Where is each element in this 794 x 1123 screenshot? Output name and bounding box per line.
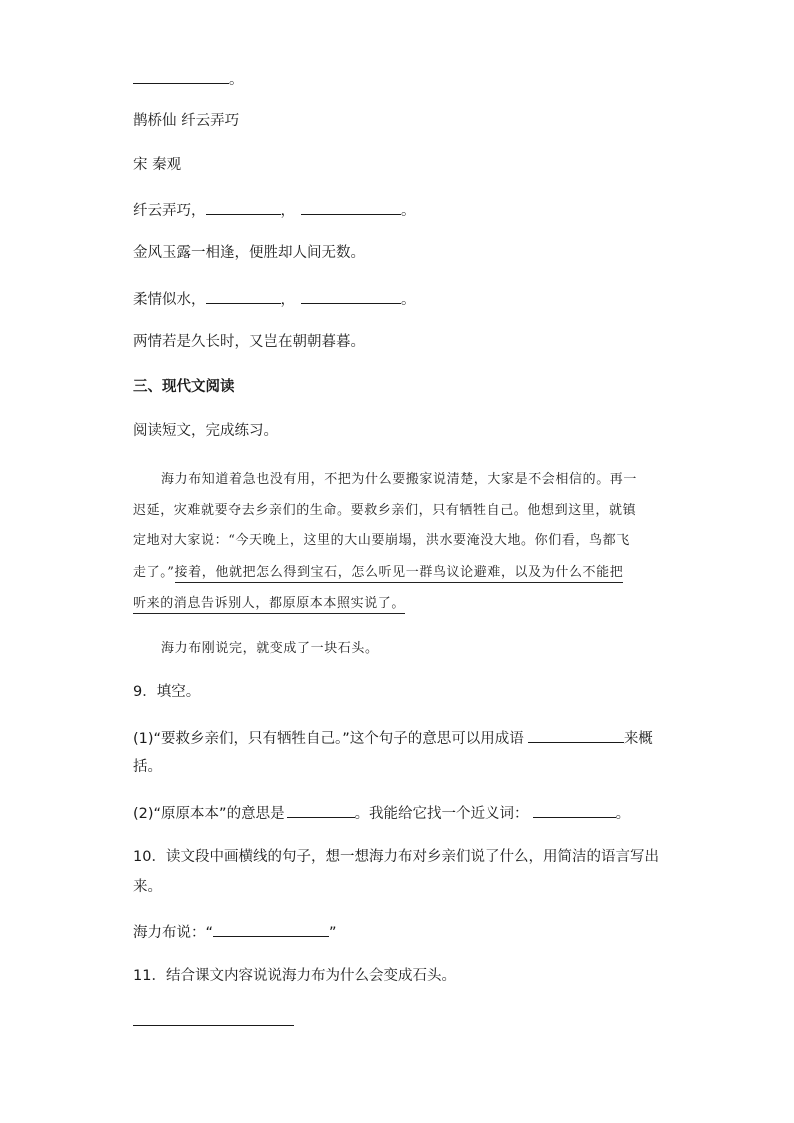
passage-line (133, 592, 405, 611)
underlined-sentence: 接着，他就把怎么得到宝石，怎么听见一群鸟议论避难，以及为什么不能把 (175, 565, 624, 583)
question-9-1-cont: 括。 (133, 759, 162, 775)
question-9: 9．填空。 (133, 684, 201, 700)
poem-blank-2[interactable] (301, 199, 401, 215)
previous-answer-line: 。 (133, 68, 244, 90)
question-10-cont: 来。 (133, 879, 162, 895)
passage-line: 迟延，灾难就要夺去乡亲们的生命。要救乡亲们，只有牺牲自己。他想到这里，就镇 (133, 503, 637, 518)
question-10: 10．读文段中画横线的句子，想一想海力布对乡亲们说了什么，用简洁的语言写出 (133, 849, 659, 865)
q11-answer-line[interactable] (133, 1025, 294, 1026)
poem-author: 宋 秦观 (133, 157, 182, 173)
passage-line: 海力布刚说完，就变成了一块石头。 (161, 641, 379, 656)
idiom-blank[interactable] (528, 727, 624, 743)
poem-line-1: 纤云弄巧， ， 。 (133, 199, 416, 221)
passage-line: 走了。”接着，他就把怎么得到宝石，怎么听见一群鸟议论避难，以及为什么不能把 (133, 561, 623, 580)
poem-blank-4[interactable] (301, 288, 401, 304)
haili-quote-blank[interactable] (213, 921, 329, 937)
question-10-answer: 海力布说：“ ” (133, 921, 337, 943)
poem-blank-1[interactable] (206, 199, 281, 215)
synonym-blank[interactable] (533, 802, 616, 818)
passage-line: 定地对大家说：“今天晚上，这里的大山要崩塌，洪水要淹没大地。你们看，鸟都飞 (133, 533, 630, 548)
underlined-sentence: 听来的消息告诉别人，都原原本本照实说了。 (133, 596, 405, 614)
section-title: 三、现代文阅读 (133, 379, 235, 395)
poem-title: 鹊桥仙 纤云弄巧 (133, 113, 240, 129)
question-11: 11．结合课文内容说说海力布为什么会变成石头。 (133, 968, 456, 984)
passage-line: 海力布知道着急也没有用，不把为什么要搬家说清楚，大家是不会相信的。再一 (161, 472, 638, 487)
poem-blank-3[interactable] (206, 288, 281, 304)
poem-line-2: 金风玉露一相逢，便胜却人间无数。 (133, 245, 365, 261)
answer-blank[interactable] (133, 68, 229, 84)
question-9-2: (2)“原原本本”的意思是 。我能给它找一个近义词： 。 (133, 802, 630, 824)
question-9-1: (1)“要救乡亲们，只有牺牲自己。”这个句子的意思可以用成语 来概 (133, 727, 653, 749)
reading-instruction: 阅读短文，完成练习。 (133, 423, 278, 439)
poem-line-4: 两情若是久长时，又岂在朝朝暮暮。 (133, 334, 365, 350)
poem-line-3: 柔情似水， ， 。 (133, 288, 416, 310)
meaning-blank[interactable] (287, 802, 355, 818)
